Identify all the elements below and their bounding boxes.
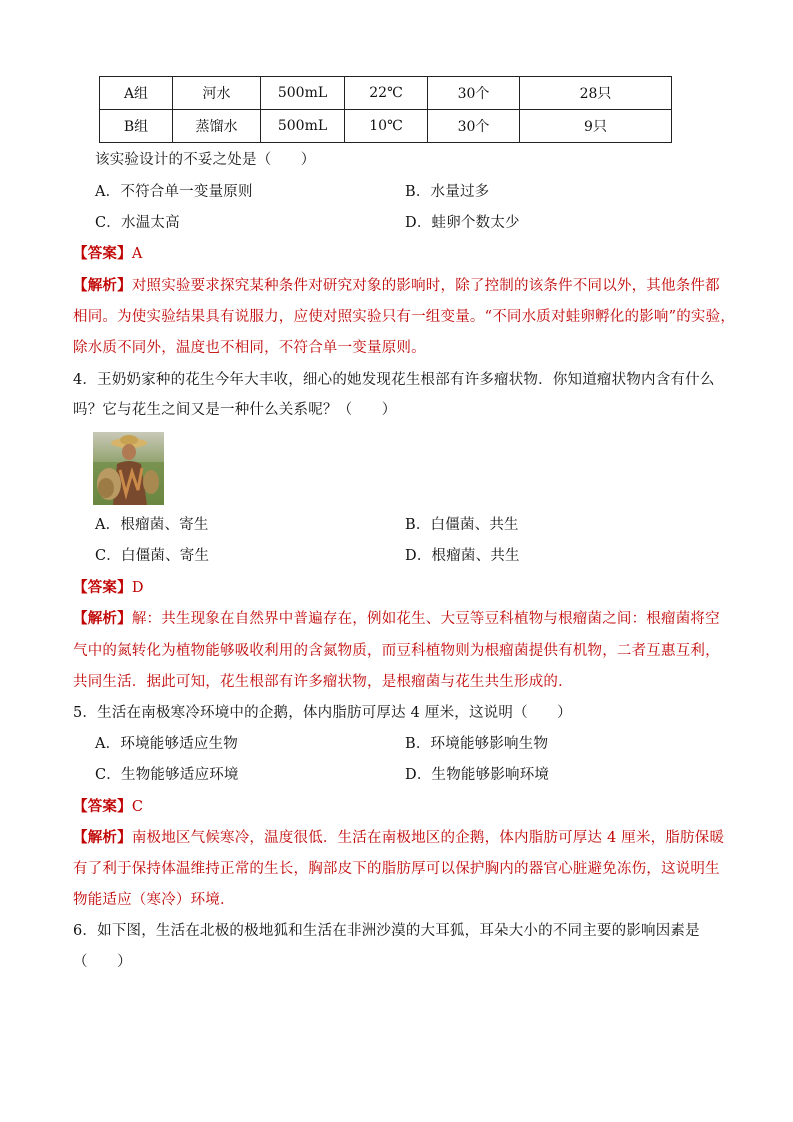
table-row xyxy=(100,77,672,110)
q4-analysis-line-1 xyxy=(73,609,720,629)
q3-option-d: D．蛙卵个数太少 xyxy=(405,215,520,231)
q3-option-a: A．不符合单一变量原则 xyxy=(95,184,253,200)
table-cell: 28只 xyxy=(520,77,672,110)
q5-analysis-line-3: 物能适应（寒冷）环境． xyxy=(73,892,235,908)
table-cell: 500mL xyxy=(261,110,345,143)
q5-option-a: A．环境能够适应生物 xyxy=(95,736,238,752)
question-6-stem-line-2: （ ） xyxy=(73,954,132,970)
q5-option-b: B．环境能够影响生物 xyxy=(405,736,549,752)
q3-analysis-line-3: 除水质不同外，温度也不相同，不符合单一变量原则。 xyxy=(73,340,426,356)
table-cell: 蒸馏水 xyxy=(173,110,261,143)
q3-analysis-line-1 xyxy=(73,276,720,296)
question-5-stem: 5．生活在南极寒冷环境中的企鹅，体内脂肪可厚达 4 厘米，这说明（ ） xyxy=(73,705,572,721)
q3-answer xyxy=(73,244,142,264)
analysis-text: 解：共生现象在自然界中普遍存在，例如花生、大豆等豆科植物与根瘤菌之间：根瘤菌将空 xyxy=(131,611,720,627)
table-cell: B组 xyxy=(100,110,173,143)
q5-option-d: D．生物能够影响环境 xyxy=(405,767,550,783)
experiment-table xyxy=(99,76,672,143)
q5-answer xyxy=(73,797,143,817)
analysis-tag: 【解析】 xyxy=(73,277,132,294)
peanut-farmer-photo xyxy=(93,432,164,505)
question-3-stem: 该实验设计的不妥之处是（ ） xyxy=(95,152,316,168)
answer-tag: 【答案】 xyxy=(73,579,132,596)
table-cell: 30个 xyxy=(428,110,520,143)
q4-option-a: A．根瘤菌、寄生 xyxy=(95,517,209,533)
q3-option-c: C．水温太高 xyxy=(95,215,180,231)
q4-analysis-line-3: 共同生活．据此可知，花生根部有许多瘤状物，是根瘤菌与花生共生形成的． xyxy=(73,674,573,690)
question-6-stem-line-1: 6．如下图，生活在北极的极地狐和生活在非洲沙漠的大耳狐，耳朵大小的不同主要的影响因素是 xyxy=(73,923,700,939)
peanut-farmer-illustration xyxy=(93,432,164,505)
q3-option-b: B．水量过多 xyxy=(405,184,490,200)
q4-analysis-line-2: 气中的氮转化为植物能够吸收利用的含氮物质，而豆科植物则为根瘤菌提供有机物，二者互惠互利， xyxy=(73,643,720,659)
table-cell: 500mL xyxy=(261,77,345,110)
analysis-text: 对照实验要求探究某种条件对研究对象的影响时，除了控制的该条件不同以外，其他条件都 xyxy=(131,278,720,294)
q3-analysis-line-2: 相同。为使实验结果具有说服力，应使对照实验只有一组变量。“不同水质对蛙卵孵化的影响”的实验， xyxy=(73,309,736,325)
analysis-tag: 【解析】 xyxy=(73,610,132,627)
table-cell: 河水 xyxy=(173,77,261,110)
table-cell: 22℃ xyxy=(345,77,428,110)
q5-analysis-line-2: 有了利于保持体温维持正常的生长，胸部皮下的脂肪厚可以保护胸内的器官心脏避免冻伤，这说明生 xyxy=(73,861,720,877)
table-cell: 30个 xyxy=(428,77,520,110)
q4-answer xyxy=(73,578,144,598)
answer-value: C xyxy=(131,799,144,815)
table-cell: 10℃ xyxy=(345,110,428,143)
q4-option-d: D．根瘤菌、共生 xyxy=(405,548,520,564)
question-4-stem-line-1: 4．王奶奶家种的花生今年大丰收，细心的她发现花生根部有许多瘤状物．你知道瘤状物内含有什么 xyxy=(73,372,715,388)
analysis-text: 南极地区气候寒冷，温度很低．生活在南极地区的企鹅，体内脂肪可厚达 4 厘米，脂肪保暖 xyxy=(131,830,725,846)
q4-option-b: B．白僵菌、共生 xyxy=(405,517,519,533)
answer-tag: 【答案】 xyxy=(73,798,132,815)
table-cell: A组 xyxy=(100,77,173,110)
answer-value: A xyxy=(131,246,143,262)
q4-option-c: C．白僵菌、寄生 xyxy=(95,548,210,564)
q5-option-c: C．生物能够适应环境 xyxy=(95,767,239,783)
answer-value: D xyxy=(131,580,144,596)
table-row xyxy=(100,110,672,143)
q5-analysis-line-1 xyxy=(73,828,724,848)
answer-tag: 【答案】 xyxy=(73,245,132,262)
analysis-tag: 【解析】 xyxy=(73,829,132,846)
table-cell: 9只 xyxy=(520,110,672,143)
question-4-stem-line-2: 吗？它与花生之间又是一种什么关系呢？（ ） xyxy=(73,402,397,418)
